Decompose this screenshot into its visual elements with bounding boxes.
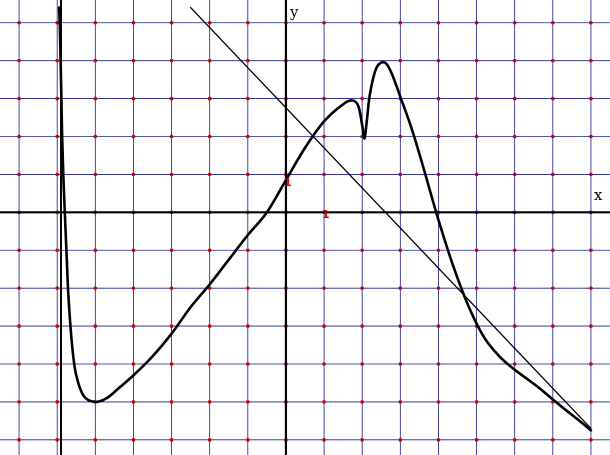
grid-node <box>17 21 21 25</box>
grid-node <box>551 362 555 366</box>
grid-node <box>475 59 479 63</box>
grid-node <box>17 59 21 63</box>
grid-node <box>437 324 441 328</box>
grid-node <box>55 362 59 366</box>
grid-node <box>132 286 136 290</box>
grid-node <box>55 286 59 290</box>
grid-node <box>55 248 59 252</box>
grid-node <box>360 324 364 328</box>
grid-node <box>17 400 21 404</box>
grid-node <box>17 173 21 177</box>
grid-node <box>513 286 517 290</box>
grid-node <box>475 135 479 139</box>
grid-node <box>322 286 326 290</box>
grid-node <box>246 438 250 442</box>
grid-node <box>589 59 593 63</box>
grid-node <box>475 400 479 404</box>
grid-node <box>475 97 479 101</box>
grid-node <box>208 21 212 25</box>
grid-node <box>322 97 326 101</box>
grid-node <box>208 59 212 63</box>
grid-node <box>589 97 593 101</box>
grid-node <box>208 173 212 177</box>
grid-node <box>360 21 364 25</box>
grid-node <box>399 248 403 252</box>
grid-node <box>170 59 174 63</box>
grid-node <box>246 324 250 328</box>
grid-node <box>208 438 212 442</box>
grid-node <box>94 97 98 101</box>
grid-node <box>399 400 403 404</box>
grid-node <box>551 97 555 101</box>
y-unit-label: 1 <box>284 176 292 189</box>
grid-node <box>170 438 174 442</box>
grid-node <box>437 59 441 63</box>
grid-node <box>246 135 250 139</box>
grid-node <box>55 324 59 328</box>
grid-node <box>513 135 517 139</box>
grid-node <box>322 324 326 328</box>
grid-node <box>589 135 593 139</box>
grid-node <box>589 324 593 328</box>
grid-node <box>208 324 212 328</box>
grid-node <box>132 21 136 25</box>
grid-node <box>551 248 555 252</box>
grid-node <box>170 173 174 177</box>
grid-node <box>513 97 517 101</box>
y-axis-label: y <box>290 3 299 21</box>
grid-node <box>589 400 593 404</box>
grid-node <box>55 59 59 63</box>
grid-node <box>513 362 517 366</box>
grid-node <box>55 97 59 101</box>
grid-node <box>437 362 441 366</box>
grid-node <box>55 135 59 139</box>
grid-node <box>17 135 21 139</box>
grid-node <box>513 438 517 442</box>
grid-node <box>322 248 326 252</box>
grid-node <box>322 59 326 63</box>
grid-node <box>360 173 364 177</box>
grid-node <box>246 97 250 101</box>
grid-node <box>551 135 555 139</box>
grid-node <box>55 400 59 404</box>
grid-node <box>589 248 593 252</box>
grid-node <box>437 173 441 177</box>
grid-node <box>94 286 98 290</box>
grid-node <box>437 135 441 139</box>
grid-node <box>360 286 364 290</box>
grid-node <box>17 97 21 101</box>
x-unit-label: 1 <box>322 208 330 221</box>
grid-node <box>589 362 593 366</box>
grid-node <box>399 286 403 290</box>
grid-node <box>94 135 98 139</box>
grid-node <box>360 97 364 101</box>
grid-node <box>170 400 174 404</box>
grid-node <box>17 248 21 252</box>
grid-node <box>132 135 136 139</box>
grid-node <box>246 59 250 63</box>
grid-node <box>17 362 21 366</box>
grid-node <box>208 135 212 139</box>
grid-node <box>399 362 403 366</box>
x-axis-label: x <box>594 186 603 204</box>
grid-node <box>94 59 98 63</box>
grid-node <box>437 400 441 404</box>
grid-node <box>170 286 174 290</box>
grid-node <box>246 173 250 177</box>
grid-node <box>513 324 517 328</box>
grid-node <box>246 400 250 404</box>
grid-node <box>513 59 517 63</box>
grid-node <box>589 438 593 442</box>
grid-node <box>132 362 136 366</box>
grid-node <box>94 21 98 25</box>
grid-node <box>170 21 174 25</box>
grid-node <box>551 438 555 442</box>
grid-node <box>322 135 326 139</box>
grid-node <box>551 173 555 177</box>
grid-node <box>322 438 326 442</box>
grid-node <box>360 400 364 404</box>
grid-node <box>322 21 326 25</box>
grid-node <box>551 286 555 290</box>
grid-node <box>132 59 136 63</box>
grid-node <box>208 362 212 366</box>
grid-node <box>132 400 136 404</box>
grid-node <box>94 173 98 177</box>
grid-node <box>589 173 593 177</box>
grid-node <box>513 21 517 25</box>
grid-node <box>246 248 250 252</box>
grid-node <box>208 248 212 252</box>
grid-node <box>475 173 479 177</box>
grid-node <box>246 286 250 290</box>
grid-node <box>322 400 326 404</box>
grid-node <box>437 21 441 25</box>
grid-node <box>170 324 174 328</box>
grid-node <box>55 438 59 442</box>
grid-node <box>589 21 593 25</box>
grid-node <box>399 173 403 177</box>
grid-node <box>437 438 441 442</box>
grid-node <box>360 248 364 252</box>
grid-node <box>94 248 98 252</box>
grid-node <box>322 173 326 177</box>
grid-node <box>475 248 479 252</box>
grid-node <box>399 59 403 63</box>
grid-node <box>246 362 250 366</box>
grid-node <box>551 59 555 63</box>
grid-node <box>170 97 174 101</box>
grid-node <box>17 286 21 290</box>
grid-node <box>399 21 403 25</box>
grid-node <box>475 286 479 290</box>
grid-node <box>399 438 403 442</box>
grid-node <box>208 97 212 101</box>
grid-node <box>475 362 479 366</box>
grid-node <box>360 438 364 442</box>
grid-node <box>399 324 403 328</box>
grid-node <box>475 438 479 442</box>
grid-node <box>437 248 441 252</box>
grid-node <box>132 97 136 101</box>
grid-node <box>360 362 364 366</box>
grid-node <box>55 173 59 177</box>
grid-node <box>513 248 517 252</box>
grid-node <box>94 362 98 366</box>
grid-node <box>589 286 593 290</box>
grid-node <box>132 173 136 177</box>
grid-node <box>551 324 555 328</box>
grid-node <box>513 173 517 177</box>
grid-node <box>360 59 364 63</box>
grid-node <box>399 135 403 139</box>
grid-node <box>170 135 174 139</box>
grid-node <box>132 248 136 252</box>
grid-node <box>132 438 136 442</box>
grid-node <box>170 248 174 252</box>
grid-node <box>17 324 21 328</box>
grid-node <box>437 97 441 101</box>
grid-node <box>513 400 517 404</box>
grid-node <box>208 400 212 404</box>
grid-node <box>246 21 250 25</box>
grid-node <box>94 324 98 328</box>
grid-node <box>132 324 136 328</box>
grid-node <box>322 362 326 366</box>
grid-node <box>17 438 21 442</box>
grid-node <box>437 286 441 290</box>
grid-node <box>475 21 479 25</box>
grid-node <box>551 21 555 25</box>
grid-node <box>94 438 98 442</box>
grid-node <box>170 362 174 366</box>
